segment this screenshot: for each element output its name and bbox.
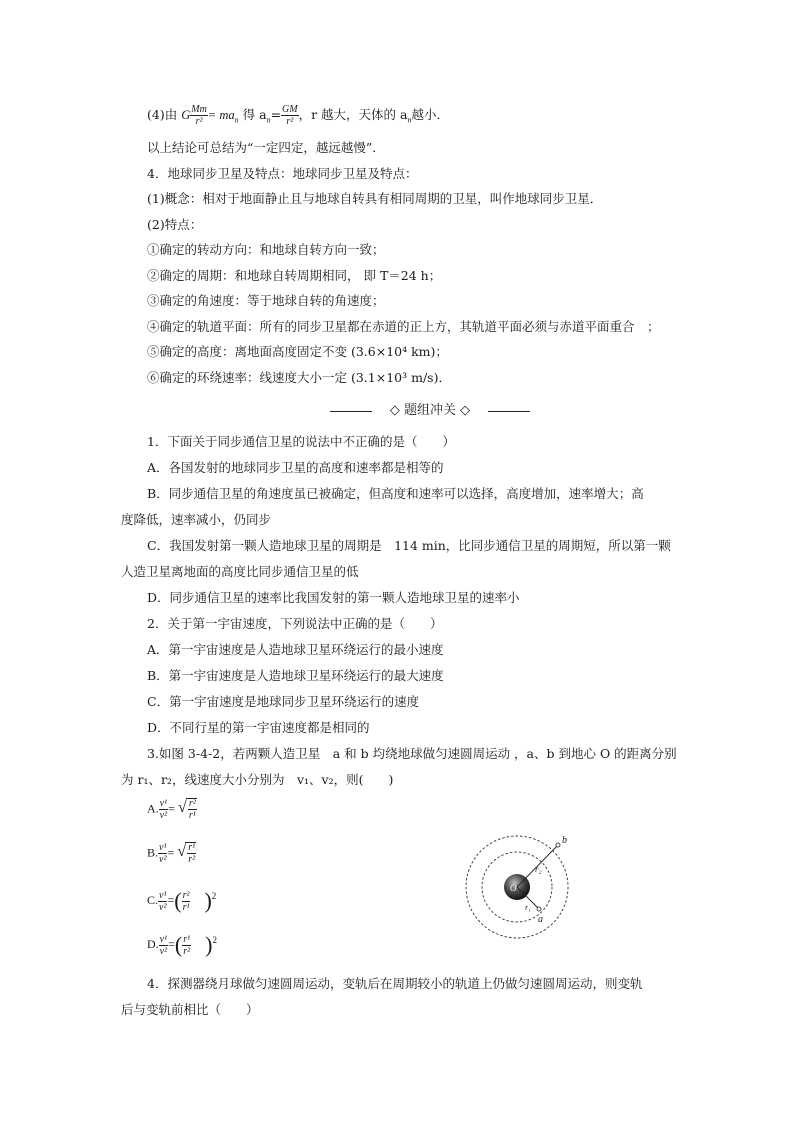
label-b: b bbox=[562, 835, 567, 846]
q2-stem: 2．关于第一宇宙速度，下列说法中正确的是（ ） bbox=[147, 616, 443, 631]
orbit-diagram bbox=[459, 832, 579, 942]
concept-line: (1)概念：相对于地面静止且与地球自转具有相同周期的卫星，叫作地球同步卫星． bbox=[147, 191, 603, 206]
ma-term: = ma bbox=[207, 108, 235, 122]
label-r2: r₂ bbox=[535, 864, 542, 874]
de-a: 得 a bbox=[242, 107, 267, 122]
satellite-b bbox=[556, 843, 560, 847]
formula-line-4: (4)由 G $\frac{Mm}{\text{r²}}$ = $ma_n$ 得 $a_n=$ $\frac{GM}{\text{r²}}$ ，r 越大，天体的 $a_n$越小． bbox=[147, 104, 449, 127]
satellite-a bbox=[537, 907, 541, 911]
q4-stem-2: 后与变轨前相比（ ） bbox=[121, 1002, 259, 1017]
formula-tail: ，r 越大，天体的 a bbox=[298, 107, 408, 122]
label-o: O bbox=[510, 883, 517, 893]
section-title: ◇ 题组冲关 ◇ bbox=[389, 403, 471, 418]
q1-option-c-2: 人造卫星离地面的高度比同步通信卫星的低 bbox=[121, 564, 359, 579]
sqrt-symbol: √ $\frac{\text{r²}}{\text{r¹}}$ bbox=[177, 798, 196, 821]
feature-6: ⑥确定的环绕速率：线速度大小一定 (3.1×10³ m/s)． bbox=[147, 370, 451, 385]
formula-tail-end: 越小． bbox=[411, 107, 449, 122]
q1-stem: 1．下面关于同步通信卫星的说法中不正确的是（ ） bbox=[147, 434, 455, 449]
g-symbol: G bbox=[181, 108, 191, 122]
heading-sync-satellite: 4．地球同步卫星及特点：地球同步卫星及特点： bbox=[147, 166, 418, 181]
label-a: a bbox=[538, 914, 543, 925]
section-header bbox=[330, 402, 530, 420]
features-heading: (2)特点： bbox=[147, 217, 203, 232]
q2-option-d: D．不同行星的第一宇宙速度都是相同的 bbox=[147, 720, 370, 735]
q2-option-c: C．第一宇宙速度是地球同步卫星环绕运行的速度 bbox=[147, 694, 420, 709]
feature-4: ④确定的轨道平面：所有的同步卫星都在赤道的正上方，其轨道平面必须与赤道平面重合 ； bbox=[147, 319, 660, 334]
q1-option-a: A．各国发射的地球同步卫星的高度和速率都是相等的 bbox=[147, 460, 444, 475]
section-rule-right bbox=[488, 411, 530, 412]
q2-option-a: A．第一宇宙速度是人造地球卫星环绕运行的最小速度 bbox=[147, 642, 444, 657]
fraction-gm-r2: $\frac{GM}{\text{r²}}$ bbox=[282, 104, 298, 127]
section-rule-left bbox=[330, 411, 372, 412]
q1-option-b-2: 度降低，速率减小，仍同步 bbox=[121, 512, 272, 527]
feature-5: ⑤确定的高度：离地面高度固定不变 (3.6×10⁴ km)； bbox=[147, 344, 448, 359]
q1-option-d: D．同步通信卫星的速率比我国发射的第一颗人造地球卫星的速率小 bbox=[147, 590, 520, 605]
feature-1: ①确定的转动方向：和地球自转方向一致； bbox=[147, 242, 385, 257]
feature-2: ②确定的周期：和地球自转周期相同， 即 T＝24 h； bbox=[147, 268, 442, 283]
q3-stem-1: 3.如图 3-4-2，若两颗人造卫星 a 和 b 均绕地球做匀速圆周运动 ，a、b 到地心 O 的距离分别 bbox=[147, 746, 677, 761]
fraction-mm-r2: $\frac{Mm}{\text{r²}}$ bbox=[191, 104, 207, 127]
feature-3: ③确定的角速度：等于地球自转的角速度； bbox=[147, 293, 385, 308]
q1-option-b-1: B．同步通信卫星的角速度虽已被确定，但高度和速率可以选择，高度增加，速率增大；高 bbox=[147, 486, 644, 501]
q3-option-c: C. $\frac{\text{v¹}}{\text{v²}}$ =( $\frac{\text{r²}}{\text{r¹}}$ )$^2$ bbox=[147, 888, 217, 913]
summary-line: 以上结论可总结为“一定四定，越远越慢”． bbox=[147, 140, 385, 155]
q4-stem-1: 4．探测器绕月球做匀速圆周运动，变轨后在周期较小的轨道上仍做匀速圆周运动，则变轨 bbox=[147, 976, 643, 991]
q3-option-a: A. $\frac{\text{v¹}}{\text{v²}}$ = √ $\frac{\text{r²}}{\text{r¹}}$ bbox=[147, 798, 196, 821]
q3-option-d: D. $\frac{\text{v¹}}{\text{v²}}$ =( $\frac{\text{r¹}}{\text{r²}}$ )$^2$ bbox=[147, 932, 217, 957]
sqrt-symbol: √ $\frac{\text{r¹}}{\text{r²}}$ bbox=[177, 842, 196, 865]
q3-option-b: B. $\frac{\text{v¹}}{\text{v²}}$ = √ $\frac{\text{r¹}}{\text{r²}}$ bbox=[147, 842, 196, 865]
q3-stem-2: 为 r₁、r₂，线速度大小分别为 v₁、v₂，则( ) bbox=[121, 772, 394, 787]
label-r1: r₁ bbox=[525, 903, 531, 912]
q2-option-b: B．第一宇宙速度是人造地球卫星环绕运行的最大速度 bbox=[147, 668, 444, 683]
item-prefix: (4)由 bbox=[147, 107, 178, 122]
q1-option-c-1: C．我国发射第一颗人造地球卫星的周期是 114 min，比同步通信卫星的周期短，所以第一颗 bbox=[147, 538, 671, 553]
